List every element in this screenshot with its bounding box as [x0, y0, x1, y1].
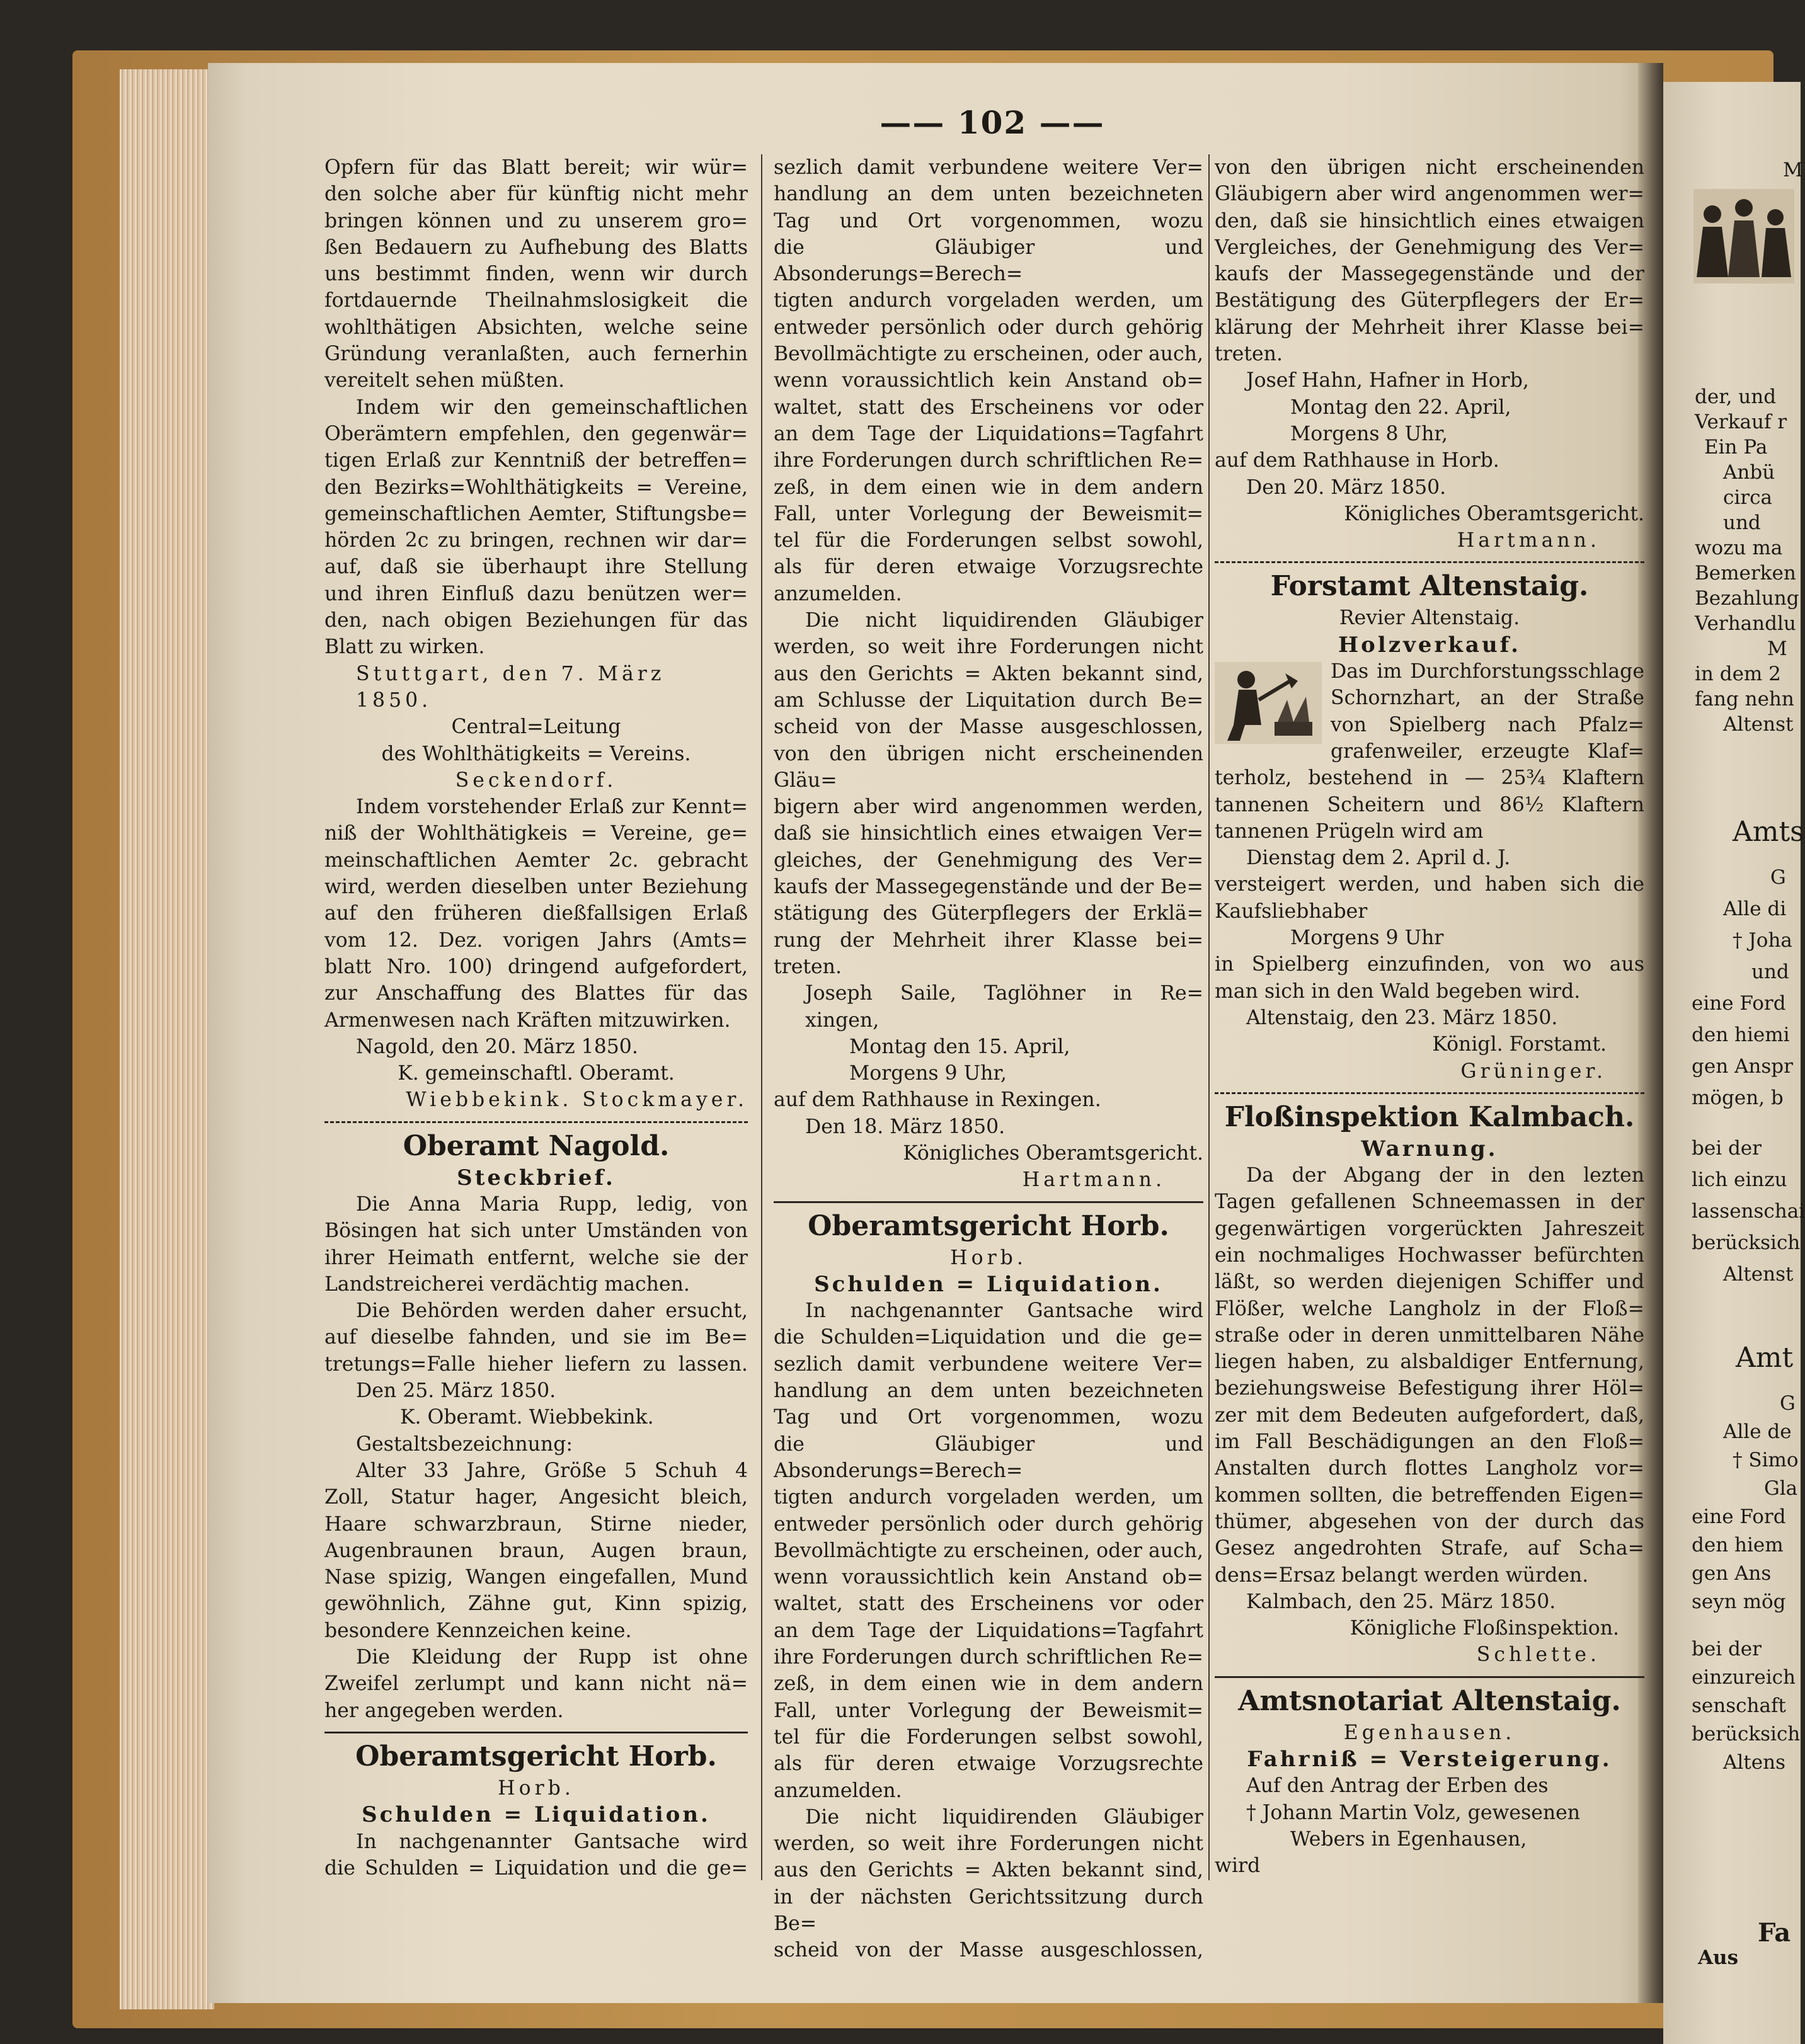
- text-line: Tag und Ort vorgenommen, wozu: [774, 209, 1203, 232]
- next-page-text: M: [1767, 637, 1787, 660]
- next-page-edge: [1663, 82, 1805, 2044]
- text-line: Morgens 8 Uhr,: [1290, 422, 1448, 445]
- text-line: auf dem Rathhause in Horb.: [1215, 449, 1499, 472]
- text-line: Zoll, Statur hager, Angesicht bleich,: [324, 1486, 748, 1509]
- woodcut-woodcutter-icon: [1215, 662, 1322, 744]
- signature: Hartmann.: [1457, 529, 1600, 552]
- text-line: waltet, statt des Erscheinens vor oder: [774, 396, 1203, 419]
- text-line: Webers in Egenhausen,: [1290, 1827, 1527, 1851]
- next-page-text: Bemerken: [1695, 562, 1796, 585]
- text-line: anzumelden.: [774, 1779, 902, 1802]
- text-line: Morgens 9 Uhr,: [849, 1062, 1007, 1085]
- next-page-text: den hiem: [1692, 1534, 1784, 1556]
- text-line: Opfern für das Blatt bereit; wir wür=: [324, 156, 748, 179]
- next-page-text: Amts: [1733, 816, 1804, 848]
- section-subheading: Steckbrief.: [457, 1165, 616, 1190]
- text-line: daß sie hinsichtlich eines etwaigen Ver=: [774, 822, 1203, 845]
- text-line: im Fall Beschädigungen an den Floß=: [1215, 1430, 1644, 1454]
- text-line: sezlich damit verbundene weitere Ver=: [774, 156, 1203, 179]
- text-line: Landstreicherei verdächtig machen.: [324, 1272, 690, 1296]
- next-page-text: gen Ans: [1692, 1562, 1772, 1585]
- place-name: Horb.: [498, 1776, 575, 1800]
- text-line: Tag und Ort vorgenommen, wozu: [774, 1406, 1203, 1429]
- text-line: tel für die Forderungen selbst sowohl,: [774, 1725, 1203, 1749]
- text-line: von den übrigen nicht erscheinenden Gläu=: [774, 742, 1203, 792]
- next-page-text: wozu ma: [1695, 537, 1783, 559]
- text-line: Tagen gefallenen Schneemassen in der: [1215, 1190, 1644, 1214]
- text-line: niß der Wohlthätigkeis = Vereine, ge=: [324, 822, 748, 845]
- text-line: Zweifel zerlumpt und kann nicht nä=: [324, 1672, 748, 1696]
- next-page-text: Ein Pa: [1704, 436, 1768, 459]
- section-rule: [324, 1732, 748, 1733]
- text-line: Bevollmächtigte zu erscheinen, oder auch,: [774, 343, 1203, 366]
- text-line: blatt Nro. 100) dringend aufgefordert,: [324, 955, 748, 978]
- text-line: Da der Abgang der in den lezten: [1246, 1164, 1644, 1187]
- text-line: versteigert werden, und haben sich die: [1215, 873, 1644, 896]
- text-line: auf, daß sie überhaupt ihre Stellung: [324, 556, 748, 579]
- signature: Königliches Oberamtsgericht.: [903, 1141, 1203, 1165]
- next-page-text: Altenst: [1723, 1263, 1794, 1286]
- text-line: klärung der Mehrheit ihrer Klasse bei=: [1215, 316, 1644, 339]
- next-page-text: einzureich: [1692, 1666, 1796, 1689]
- text-line: treten.: [774, 955, 842, 978]
- signature: des Wohlthätigkeits = Vereins.: [381, 742, 691, 765]
- signature: Hartmann.: [1022, 1168, 1166, 1192]
- next-page-text: fang nehn: [1695, 688, 1794, 711]
- text-line: uns bestimmt finden, wenn wir durch: [324, 263, 748, 286]
- text-line: treten.: [1215, 343, 1283, 366]
- dateline: Den 25. März 1850.: [356, 1379, 556, 1403]
- text-line: ein nochmaliges Hochwasser befürchten: [1215, 1243, 1644, 1267]
- text-line: ßen Bedauern zu Aufhebung des Blatts: [324, 236, 748, 259]
- text-line: bigern aber wird angenommen werden,: [774, 796, 1203, 819]
- text-line: kommen sollten, die betreffenden Eigen=: [1215, 1483, 1644, 1507]
- text-line: Alter 33 Jahre, Größe 5 Schuh 4: [356, 1459, 748, 1482]
- section-rule: [324, 1121, 748, 1123]
- text-line: Gläubigern aber wird angenommen wer=: [1215, 183, 1644, 206]
- next-page-text: senschaft: [1692, 1694, 1786, 1717]
- text-line: an dem Tage der Liquidations=Tagfahrt: [774, 1619, 1203, 1642]
- text-line: tannenen Scheitern und 86½ Klaftern: [1215, 793, 1644, 816]
- text-line: gewöhnlich, Zähne gut, Kinn spizig,: [324, 1592, 748, 1616]
- text-line: stätigung des Güterpflegers der Erklä=: [774, 902, 1203, 925]
- next-page-text: gen Anspr: [1692, 1055, 1793, 1078]
- text-line: Kaufsliebhaber: [1215, 899, 1368, 923]
- next-page-text: mögen, b: [1692, 1087, 1784, 1109]
- text-line: straße oder in deren unmittelbaren Nähe: [1215, 1323, 1644, 1347]
- text-line: die Schulden = Liquidation und die ge=: [324, 1856, 748, 1880]
- text-line: thümer, abgesehen von der durch das: [1215, 1510, 1644, 1533]
- text-line: auf dieselbe fahnden, und sie im Be=: [324, 1326, 748, 1349]
- next-page-text: Altenst: [1723, 713, 1794, 736]
- signature: K. Oberamt. Wiebbekink.: [400, 1406, 654, 1429]
- section-subheading: Schulden = Liquidation.: [362, 1802, 711, 1828]
- text-line: Die nicht liquidirenden Gläubiger: [805, 1805, 1203, 1829]
- text-line: Dienstag dem 2. April d. J.: [1246, 847, 1511, 870]
- text-line: wenn voraussichtlich kein Anstand ob=: [774, 1566, 1203, 1589]
- next-page-text: G: [1780, 1392, 1796, 1415]
- text-line: vereitelt sehen müßten.: [324, 369, 565, 392]
- signature: Schlette.: [1476, 1643, 1600, 1667]
- text-line: anzumelden.: [774, 582, 902, 605]
- next-page-text: berücksich: [1692, 1723, 1801, 1745]
- column-divider: [761, 154, 762, 1880]
- text-line: wird, werden dieselben unter Beziehung: [324, 876, 748, 899]
- text-line: Blatt zu wirken.: [324, 636, 485, 659]
- text-line: kaufs der Massegegenstände und der Be=: [774, 876, 1203, 899]
- section-heading: Oberamtsgericht Horb.: [355, 1740, 717, 1773]
- text-line: Nase spizig, Wangen eingefallen, Mund: [324, 1566, 748, 1589]
- text-line: ihrer Heimath entfernt, welche sie der: [324, 1246, 748, 1269]
- next-page-text: Gla: [1764, 1477, 1798, 1500]
- text-line: bringen können und zu unserem gro=: [324, 209, 748, 232]
- text-line: in Spielberg einzufinden, von wo aus: [1215, 953, 1644, 976]
- next-page-text: berücksich: [1692, 1231, 1801, 1254]
- text-line: grafenweiler, erzeugte Klaf=: [1331, 739, 1644, 763]
- text-line: wird: [1215, 1854, 1261, 1878]
- text-line: Bevollmächtigte zu erscheinen, oder auch,: [774, 1539, 1203, 1562]
- text-line: meinschaftlichen Aemter 2c. gebracht: [324, 848, 748, 872]
- column-1: [324, 154, 748, 1881]
- text-line: werden, so weit ihre Forderungen nicht: [774, 1832, 1203, 1856]
- text-line: läßt, so werden diejenigen Schiffer und: [1215, 1270, 1644, 1294]
- section-heading: Floßinspektion Kalmbach.: [1224, 1100, 1635, 1133]
- next-page-text: Alle di: [1723, 898, 1787, 920]
- text-line: zer mit dem Bedeuten aufgefordert, daß,: [1215, 1403, 1644, 1427]
- next-page-text: in dem 2: [1695, 663, 1781, 685]
- text-line: werden, so weit ihre Forderungen nicht: [774, 636, 1203, 659]
- signature: Königliches Oberamtsgericht.: [1344, 502, 1644, 525]
- text-line: die Gläubiger und Absonderungs=Berech=: [774, 236, 1203, 286]
- dateline: Den 18. März 1850.: [805, 1115, 1006, 1138]
- text-line: von den übrigen nicht erscheinenden: [1215, 156, 1644, 179]
- text-line: Armenwesen nach Kräften mitzuwirken.: [324, 1008, 731, 1032]
- signature: Königliche Floßinspektion.: [1349, 1617, 1619, 1640]
- signature: Wiebbekink. Stockmayer.: [406, 1088, 748, 1112]
- next-page-text: Amt: [1736, 1342, 1794, 1374]
- next-page-text: seyn mög: [1692, 1590, 1786, 1613]
- signature: Grüninger.: [1460, 1059, 1607, 1083]
- next-page-text: Verhandlu: [1695, 612, 1796, 635]
- section-subheading: Warnung.: [1361, 1136, 1498, 1162]
- next-page-text: lassenschai: [1692, 1200, 1805, 1223]
- column-divider: [1208, 154, 1210, 1880]
- text-line: Gestaltsbezeichnung:: [356, 1432, 573, 1456]
- next-page-text: der, und: [1695, 385, 1777, 408]
- text-line: hörden 2c zu bringen, rechnen wir dar=: [324, 529, 748, 552]
- next-page-text: Anbü: [1723, 461, 1775, 484]
- next-page-text: Fa: [1758, 1918, 1791, 1948]
- section-rule: [774, 1201, 1203, 1203]
- text-line: Die nicht liquidirenden Gläubiger: [805, 609, 1203, 632]
- text-line: waltet, statt des Erscheinens vor oder: [774, 1592, 1203, 1616]
- text-line: zeß, in dem einen wie in dem andern: [774, 1672, 1203, 1696]
- signature: Königl. Forstamt.: [1432, 1033, 1607, 1056]
- next-page-text: bei der: [1692, 1638, 1762, 1660]
- text-line: ihre Forderungen durch schriftlichen Re=: [774, 449, 1203, 472]
- section-subheading: Schulden = Liquidation.: [814, 1271, 1163, 1297]
- text-line: Gesez angedrohten Strafe, auf Scha=: [1215, 1537, 1644, 1560]
- text-line: entweder persönlich oder durch gehörig: [774, 316, 1203, 339]
- next-page-text: und: [1723, 511, 1761, 534]
- signature: Central=Leitung: [451, 716, 621, 739]
- next-page-text: circa: [1723, 486, 1772, 509]
- section-heading: Amtsnotariat Altenstaig.: [1238, 1684, 1621, 1717]
- text-line: zeß, in dem einen wie in dem andern: [774, 476, 1203, 499]
- dateline: Kalmbach, den 25. März 1850.: [1246, 1590, 1556, 1613]
- text-line: In nachgenannter Gantsache wird: [805, 1299, 1203, 1323]
- text-line: liegen haben, zu alsbaldiger Entfernung,: [1215, 1350, 1644, 1374]
- signature: Seckendorf.: [455, 768, 617, 792]
- text-line: von Spielberg nach Pfalz=: [1331, 713, 1644, 736]
- section-rule: [1215, 1676, 1644, 1678]
- next-page-text: Aus: [1698, 1946, 1739, 1969]
- dateline: Den 20. März 1850.: [1246, 476, 1447, 499]
- text-line: rung der Mehrheit ihrer Klasse bei=: [774, 928, 1203, 952]
- text-line: † Johann Martin Volz, gewesenen: [1246, 1801, 1581, 1824]
- section-heading: Oberamt Nagold.: [403, 1129, 670, 1162]
- place-name: Egenhausen.: [1343, 1721, 1516, 1744]
- next-page-text: Verkauf r: [1695, 411, 1787, 433]
- text-line: den, nach obigen Beziehungen für das: [324, 609, 748, 632]
- next-page-text: Alle de: [1723, 1420, 1792, 1443]
- text-line: handlung an dem unten bezeichneten: [774, 1379, 1203, 1403]
- text-line: Die Kleidung der Rupp ist ohne: [356, 1646, 748, 1669]
- text-line: vom 12. Dez. vorigen Jahrs (Amts=: [324, 928, 748, 952]
- text-line: auf den früheren dießfallsigen Erlaß: [324, 902, 748, 925]
- page-number: —— 102 ——: [880, 104, 1105, 141]
- text-line: beziehungsweise Befestigung ihrer Höl=: [1215, 1377, 1644, 1400]
- text-line: Montag den 15. April,: [849, 1035, 1070, 1058]
- next-page-text: eine Ford: [1692, 1505, 1786, 1528]
- text-line: die Gläubiger und Absonderungs=Berech=: [774, 1432, 1203, 1482]
- text-line: Das im Durchforstungsschlage: [1331, 660, 1644, 683]
- text-line: besondere Kennzeichen keine.: [324, 1619, 632, 1642]
- text-line: handlung an dem unten bezeichneten: [774, 183, 1203, 206]
- text-line: entweder persönlich oder durch gehörig: [774, 1512, 1203, 1536]
- dateline: Altenstaig, den 23. März 1850.: [1246, 1006, 1558, 1029]
- next-page-text: Altens: [1723, 1751, 1785, 1774]
- text-line: fortdauernde Theilnahmslosigkeit die: [324, 289, 748, 312]
- text-line: scheid von der Masse ausgeschlossen,: [774, 716, 1203, 739]
- next-page-text: G: [1770, 866, 1786, 889]
- text-line: xingen,: [805, 1008, 880, 1032]
- next-page-text: Bezahlung: [1695, 587, 1799, 610]
- text-line: ihre Forderungen durch schriftlichen Re=: [774, 1646, 1203, 1669]
- text-line: am Schlusse der Liquitation durch Be=: [774, 688, 1203, 712]
- text-line: scheid von der Masse ausgeschlossen,: [774, 1939, 1203, 1962]
- text-line: Auf den Antrag der Erben des: [1246, 1774, 1549, 1798]
- text-line: tigen Erlaß zur Kenntniß der betreffen=: [324, 449, 748, 472]
- text-line: den, daß sie hinsichtlich eines etwaigen: [1215, 209, 1644, 232]
- text-line: Anstalten durch flottes Langholz vor=: [1215, 1457, 1644, 1480]
- next-page-text: den hiemi: [1692, 1024, 1790, 1046]
- section-heading: Forstamt Altenstaig.: [1270, 570, 1589, 603]
- text-line: man sich in den Wald begeben wird.: [1215, 979, 1581, 1003]
- dateline: Nagold, den 20. März 1850.: [356, 1035, 638, 1058]
- text-line: Josef Hahn, Hafner in Horb,: [1246, 369, 1529, 392]
- text-line: sezlich damit verbundene weitere Ver=: [774, 1352, 1203, 1376]
- text-line: Die Behörden werden daher ersucht,: [356, 1299, 748, 1323]
- text-line: terholz, bestehend in — 25¾ Klaftern: [1215, 767, 1644, 790]
- next-page-text: eine Ford: [1692, 992, 1786, 1015]
- text-line: tannenen Prügeln wird am: [1215, 819, 1484, 843]
- next-page-text: bei der: [1692, 1137, 1762, 1160]
- section-heading: Oberamtsgericht Horb.: [808, 1209, 1169, 1242]
- text-line: dens=Ersaz belangt werden würden.: [1215, 1563, 1589, 1587]
- next-page-text: und: [1751, 961, 1789, 983]
- text-line: aus den Gerichts = Akten bekannt sind,: [774, 662, 1203, 685]
- text-line: Gründung veranlaßten, auch fernerhin: [324, 343, 748, 366]
- text-line: tigten andurch vorgeladen werden, um: [774, 289, 1203, 312]
- text-line: kaufs der Massegegenstände und der: [1215, 263, 1644, 286]
- text-line: Morgens 9 Uhr: [1290, 927, 1444, 950]
- next-page-text: † Simo: [1733, 1449, 1799, 1471]
- text-line: Flößer, welche Langholz in der Floß=: [1215, 1297, 1644, 1320]
- column-2: [774, 154, 1203, 1964]
- text-line: tel für die Forderungen selbst sowohl,: [774, 529, 1203, 552]
- text-line: Oberämtern empfehlen, den gegenwär=: [324, 422, 748, 445]
- place-name: Revier Altenstaig.: [1339, 607, 1520, 630]
- section-subheading: Fahrniß = Versteigerung.: [1247, 1747, 1612, 1773]
- text-line: gemeinschaftlichen Aemter, Stiftungsbe=: [324, 502, 748, 525]
- text-line: die Schulden=Liquidation und die ge=: [774, 1326, 1203, 1349]
- text-line: Montag den 22. April,: [1290, 396, 1511, 419]
- text-line: zur Anschaffung des Blattes für das: [324, 982, 748, 1005]
- text-line: als für deren etwaige Vorzugsrechte: [774, 1752, 1203, 1776]
- text-line: wohlthätigen Absichten, welche seine: [324, 316, 748, 339]
- text-line: Augenbraunen braun, Augen braun,: [324, 1539, 748, 1562]
- text-line: Fall, unter Vorlegung der Beweismit=: [774, 1699, 1203, 1722]
- text-line: wenn voraussichtlich kein Anstand ob=: [774, 369, 1203, 392]
- text-line: gegenwärtigen vorgerückten Jahreszeit: [1215, 1217, 1644, 1240]
- text-line: tigten andurch vorgeladen werden, um: [774, 1486, 1203, 1509]
- text-line: an dem Tage der Liquidations=Tagfahrt: [774, 422, 1203, 445]
- text-line: und ihren Einfluß dazu benützen wer=: [324, 582, 748, 605]
- text-line: in der nächsten Gerichtssitzung durch Be=: [774, 1885, 1203, 1935]
- column-3: [1215, 154, 1644, 1880]
- next-page-text: M: [1783, 159, 1803, 181]
- signature: K. gemeinschaftl. Oberamt.: [398, 1062, 675, 1085]
- next-page-text: † Joha: [1733, 929, 1792, 952]
- text-line: den Bezirks=Wohlthätigkeits = Vereine,: [324, 476, 748, 499]
- page-edges: [120, 69, 214, 2009]
- text-line: Indem vorstehender Erlaß zur Kennt=: [356, 796, 748, 819]
- text-line: als für deren etwaige Vorzugsrechte: [774, 556, 1203, 579]
- text-line: her angegeben werden.: [324, 1699, 564, 1722]
- text-line: Fall, unter Vorlegung der Beweismit=: [774, 502, 1203, 525]
- dateline: Stuttgart, den 7. März 1850.: [356, 662, 665, 712]
- section-subheading: Holzverkauf.: [1338, 632, 1521, 658]
- text-line: Bestätigung des Güterpflegers der Er=: [1215, 289, 1644, 312]
- section-rule: [1215, 561, 1644, 563]
- section-rule: [1215, 1092, 1644, 1094]
- text-line: aus den Gerichts = Akten bekannt sind,: [774, 1859, 1203, 1882]
- text-line: Haare schwarzbraun, Stirne nieder,: [324, 1512, 748, 1536]
- text-line: Schornzhart, an der Straße: [1331, 687, 1644, 710]
- text-line: den solche aber für künftig nicht mehr: [324, 183, 748, 206]
- text-line: Joseph Saile, Taglöhner in Re=: [805, 982, 1203, 1005]
- text-line: Vergleiches, der Genehmigung des Ver=: [1215, 236, 1644, 259]
- text-line: Bösingen hat sich unter Umständen von: [324, 1219, 748, 1243]
- place-name: Horb.: [950, 1246, 1027, 1269]
- next-page-text: lich einzu: [1692, 1168, 1787, 1191]
- text-line: auf dem Rathhause in Rexingen.: [774, 1088, 1101, 1112]
- text-line: Indem wir den gemeinschaftlichen: [356, 396, 748, 419]
- text-line: tretungs=Falle hieher liefern zu lassen.: [324, 1352, 748, 1376]
- text-line: gleiches, der Genehmigung des Ver=: [774, 848, 1203, 872]
- text-line: In nachgenannter Gantsache wird: [356, 1830, 748, 1853]
- text-line: Die Anna Maria Rupp, ledig, von: [356, 1192, 748, 1216]
- woodcut-figures-icon: [1693, 189, 1794, 283]
